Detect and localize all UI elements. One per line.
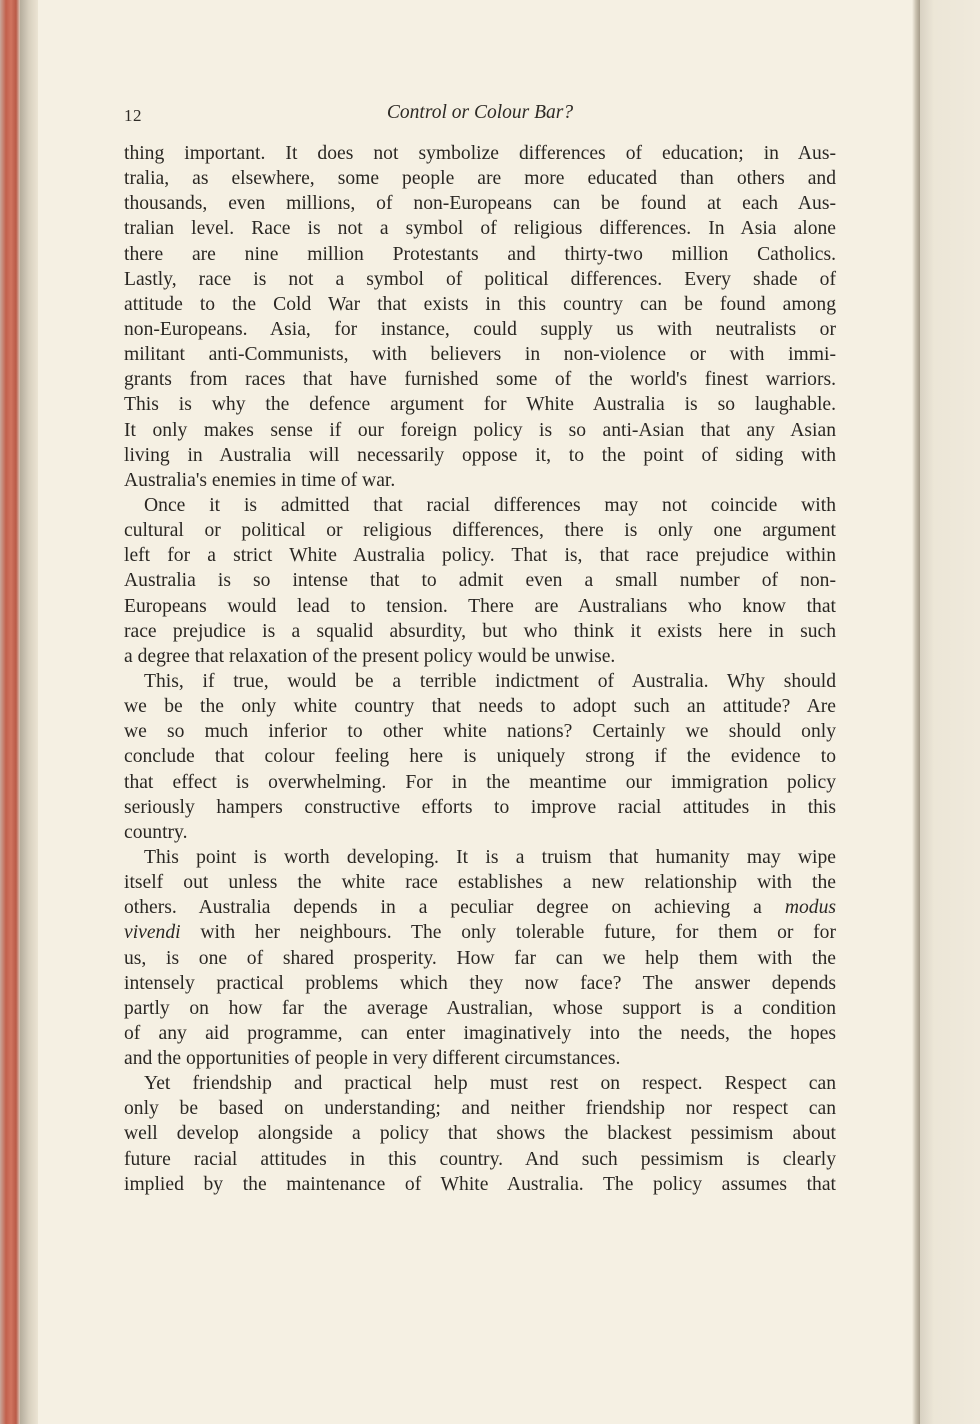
text-line: future racial attitudes in this country. And such pessimism is clearly: [124, 1148, 836, 1170]
text-line: a degree that relaxation of the present policy would be unwise.: [124, 645, 616, 667]
text-line: thing important. It does not symbolize differences of education; in Aus-: [124, 143, 836, 164]
text-line: This point is worth developing. It is a truism that humanity may wipe: [144, 846, 836, 868]
text-line: well develop alongside a policy that shows the blackest pessimism about: [124, 1123, 836, 1145]
book-spine-edge: [0, 0, 20, 1424]
page-number: 12: [124, 106, 142, 125]
text-line: Once it is admitted that racial differences may not coincide with: [144, 494, 836, 516]
text-line: seriously hampers constructive efforts to improve racial attitudes in this: [124, 796, 836, 818]
text-line-with-italic: [124, 895, 836, 920]
text-line: Australia is so intense that to admit even a small number of non-: [124, 570, 836, 592]
text-line: living in Australia will necessarily oppose it, to the point of siding with: [124, 444, 836, 466]
running-title: Control or Colour Bar?: [386, 102, 574, 123]
paragraph-1: [124, 141, 836, 493]
spine-shadow: [20, 0, 38, 1424]
paragraph-4: [124, 845, 836, 1071]
text-line: tralia, as elsewhere, some people are more educated than others and: [124, 168, 836, 190]
page-body-text: [124, 141, 836, 1197]
text-line: non-Europeans. Asia, for instance, could supply us with neutralists or: [124, 318, 836, 340]
text-line: only be based on understanding; and neither friendship nor respect can: [124, 1098, 836, 1120]
text-line: country.: [124, 821, 188, 843]
paragraph-5: [124, 1071, 836, 1197]
text-line: that effect is overwhelming. For in the meantime our immigration policy: [124, 771, 836, 793]
text-line-with-italic: [124, 920, 836, 945]
text-line: implied by the maintenance of White Australia. The policy assumes that: [124, 1173, 836, 1195]
text-line: left for a strict White Australia policy. That is, that race prejudice within: [124, 545, 836, 567]
text-line: race prejudice is a squalid absurdity, but who think it exists here in such: [124, 620, 836, 642]
text-line: partly on how far the average Australian, whose support is a condition: [124, 997, 836, 1019]
paragraph-2: [124, 493, 836, 669]
text-line: us, is one of shared prosperity. How far can we help them with the: [124, 947, 836, 969]
text-line: thousands, even millions, of non-Europeans can be found at each Aus-: [124, 193, 836, 215]
text-line: Yet friendship and practical help must rest on respect. Respect can: [144, 1073, 836, 1095]
page-header: [124, 102, 836, 130]
text-line: militant anti-Communists, with believers in non-violence or with immi-: [124, 344, 836, 366]
text-line: Australia's enemies in time of war.: [124, 469, 396, 491]
italic-term: vivendi: [124, 922, 181, 944]
text-segment: others. Australia depends in a peculiar degree on achieving a: [124, 897, 762, 919]
text-line: and the opportunities of people in very different circumstances.: [124, 1048, 621, 1070]
text-line: cultural or political or religious differences, there is only one argument: [124, 520, 836, 542]
text-line: conclude that colour feeling here is uniquely strong if the evidence to: [124, 746, 836, 768]
text-line: This is why the defence argument for White Australia is so laughable.: [124, 394, 836, 416]
text-line: Europeans would lead to tension. There are Australians who know that: [124, 595, 836, 617]
text-line: there are nine million Protestants and thirty-two million Catholics.: [124, 243, 836, 265]
text-line: itself out unless the white race establishes a new relationship with the: [124, 872, 836, 894]
text-line: attitude to the Cold War that exists in this country can be found among: [124, 293, 836, 315]
adjacent-page-edge: [920, 0, 980, 1424]
text-line: This, if true, would be a terrible indictment of Australia. Why should: [144, 670, 836, 692]
text-line: It only makes sense if our foreign policy is so anti-Asian that any Asian: [124, 419, 836, 441]
text-line: we be the only white country that needs to adopt such an attitude? Are: [124, 696, 836, 718]
text-line: grants from races that have furnished some of the world's finest warriors.: [124, 369, 836, 391]
text-line: intensely practical problems which they now face? The answer depends: [124, 972, 836, 994]
text-line: Lastly, race is not a symbol of political differences. Every shade of: [124, 268, 836, 290]
text-segment: with her neighbours. The only tolerable future, for them or for: [200, 922, 836, 944]
text-line: we so much inferior to other white nations? Certainly we should only: [124, 721, 836, 743]
paragraph-3: [124, 669, 836, 845]
page-gutter: [912, 0, 920, 1424]
text-line: of any aid programme, can enter imaginatively into the needs, the hopes: [124, 1022, 836, 1044]
text-line: tralian level. Race is not a symbol of religious differences. In Asia alone: [124, 218, 836, 240]
italic-term: modus: [784, 897, 837, 919]
